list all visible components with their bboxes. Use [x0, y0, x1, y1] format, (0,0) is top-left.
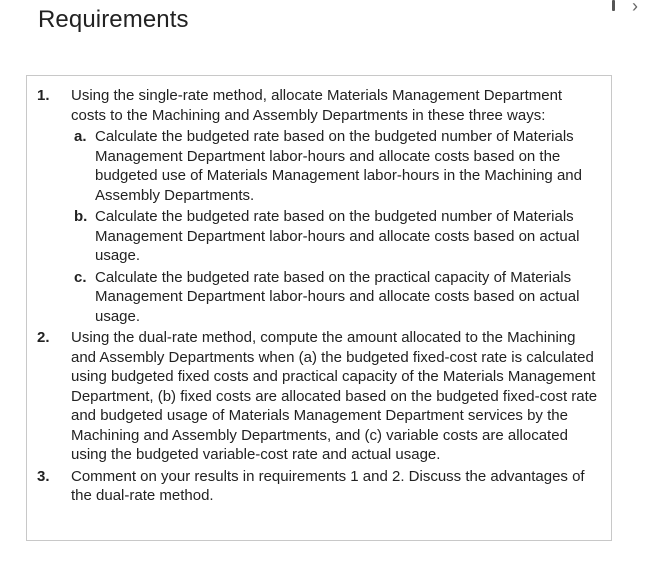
requirement-item-2	[27, 328, 611, 465]
requirements-panel	[26, 75, 612, 541]
page-title: Requirements	[38, 6, 189, 33]
requirement-text: Using the dual-rate method, compute the amount allocated to the Machining and Assembly Departments when (a) the budgeted fixed-cost rate is calculated using budgeted fixed costs and practical capacity of the Materials Management Department, (b) fixed costs are allocated based on the budgeted fixed-cost rate and budgeted usage of Materials Management Department services by the Machining and Assembly Departments, and (c) variable costs are allocated using the budgeted variable-cost rate and actual usage.	[71, 329, 598, 463]
sub-requirement-a	[71, 127, 599, 205]
sub-requirement-text: Calculate the budgeted rate based on the budgeted number of Materials Management Department labor-hours and allocate costs based on actual usage.	[95, 208, 580, 264]
requirement-item-1	[27, 86, 611, 326]
sub-requirement-c	[71, 268, 599, 327]
requirement-number: 2.	[37, 329, 50, 346]
requirement-item-3	[27, 467, 611, 506]
sub-requirement-b	[71, 207, 599, 266]
sub-requirement-letter: a.	[74, 128, 87, 145]
window-controls	[606, 0, 646, 16]
requirement-number: 3.	[37, 467, 50, 485]
minimize-icon[interactable]	[612, 0, 615, 11]
requirement-number: 1.	[37, 87, 50, 104]
sub-requirement-letter: c.	[74, 268, 87, 286]
requirement-text: Comment on your results in requirements 1 and 2. Discuss the advantages of the dual-rate method.	[71, 467, 585, 504]
requirements-list	[27, 86, 611, 508]
sub-requirement-letter: b.	[74, 208, 88, 225]
sub-requirement-text: Calculate the budgeted rate based on the practical capacity of Materials Management Department labor-hours and allocate costs based on actual usage.	[95, 268, 580, 325]
chevron-right-icon[interactable]: ›	[632, 0, 638, 16]
requirement-text: Using the single-rate method, allocate Materials Management Department costs to the Machining and Assembly Departments in these three ways:	[71, 87, 563, 124]
sub-requirements-list	[71, 127, 599, 326]
sub-requirement-text: Calculate the budgeted rate based on the budgeted number of Materials Management Department labor-hours and allocate costs based on the budgeted use of Materials Management labor-hours in the Machining and Assembly Departments.	[95, 128, 582, 204]
